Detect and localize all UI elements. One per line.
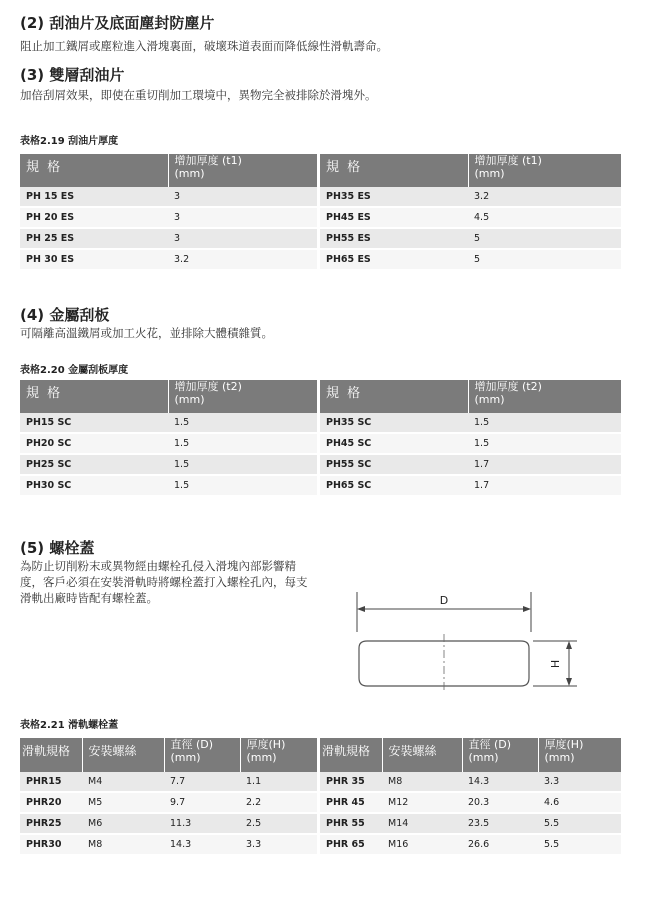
diameter-label: D (439, 594, 449, 607)
spec-cell: PH 25 ES (20, 228, 168, 249)
value-cell: 1.5 (468, 433, 621, 454)
spec-cell: PH 20 ES (20, 207, 168, 228)
header-diameter: 直徑 (D) (mm) (164, 738, 240, 772)
thickness-cell: 3.3 (240, 834, 317, 855)
spec-cell: PH20 SC (20, 433, 168, 454)
diameter-cell: 14.3 (164, 834, 240, 855)
value-cell: 5 (468, 228, 621, 249)
header-thickness: 增加厚度 (t1) (mm) (168, 154, 317, 187)
bolt-cell: M6 (82, 813, 164, 834)
table-row (20, 813, 621, 834)
table-2-20-caption: 表格2.20 金屬刮板厚度 (20, 365, 129, 376)
value-cell: 3 (168, 207, 317, 228)
table-row (20, 207, 621, 228)
value-cell: 3.2 (168, 249, 317, 270)
spec-cell: PH45 SC (320, 433, 468, 454)
spec-cell: PH30 SC (20, 475, 168, 496)
value-cell: 1.7 (468, 475, 621, 496)
table-row (20, 249, 621, 270)
spec-cell: PHR15 (20, 772, 82, 792)
spec-cell: PH 30 ES (20, 249, 168, 270)
value-cell: 3.2 (468, 187, 621, 207)
table-2-19-caption: 表格2.19 刮油片厚度 (20, 136, 119, 147)
section-4-heading: (4) 金屬刮板 (20, 306, 110, 324)
table-2-21 (20, 738, 621, 856)
spec-cell: PH35 ES (320, 187, 468, 207)
spec-cell: PHR25 (20, 813, 82, 834)
value-cell: 5 (468, 249, 621, 270)
spec-cell: PHR 55 (320, 813, 382, 834)
table-row (20, 475, 621, 496)
section-5-text: 為防止切削粉末或異物經由螺栓孔侵入滑塊內部影響精 度，客戶必須在安裝滑軌時將螺栓蓋打入螺栓孔內，每支 滑軌出廠時皆配有螺栓蓋。 (20, 559, 308, 605)
spec-cell: PH65 SC (320, 475, 468, 496)
diameter-cell: 9.7 (164, 792, 240, 813)
header-thickness: 增加厚度 (t1) (mm) (468, 154, 621, 187)
header-bolt: 安裝螺絲 (82, 738, 164, 772)
table-row (20, 187, 621, 207)
height-label: H (549, 659, 562, 669)
spec-cell: PH55 SC (320, 454, 468, 475)
value-cell: 1.5 (168, 454, 317, 475)
bolt-cell: M14 (382, 813, 462, 834)
value-cell: 4.5 (468, 207, 621, 228)
thickness-cell: 5.5 (538, 834, 621, 855)
diameter-cell: 11.3 (164, 813, 240, 834)
thickness-cell: 2.2 (240, 792, 317, 813)
header-spec: 規 格 (320, 380, 468, 413)
header-thickness: 增加厚度 (t2) (mm) (168, 380, 317, 413)
table-row (20, 454, 621, 475)
bolt-cell: M16 (382, 834, 462, 855)
header-thickness: 厚度(H) (mm) (240, 738, 317, 772)
table-2-20 (20, 380, 621, 497)
value-cell: 1.5 (168, 433, 317, 454)
value-cell: 3 (168, 228, 317, 249)
header-thickness: 增加厚度 (t2) (mm) (468, 380, 621, 413)
spec-cell: PHR30 (20, 834, 82, 855)
section-5-heading: (5) 螺栓蓋 (20, 539, 95, 557)
table-row (20, 792, 621, 813)
header-bolt: 安裝螺絲 (382, 738, 462, 772)
header-rail: 滑軌規格 (320, 738, 382, 772)
table-row (20, 772, 621, 792)
table-2-21-caption: 表格2.21 滑軌螺栓蓋 (20, 720, 119, 731)
header-spec: 規 格 (320, 154, 468, 187)
spec-cell: PH35 SC (320, 413, 468, 433)
diameter-cell: 20.3 (462, 792, 538, 813)
spec-cell: PH65 ES (320, 249, 468, 270)
spec-cell: PH15 SC (20, 413, 168, 433)
header-spec: 規 格 (20, 154, 168, 187)
spec-cell: PH55 ES (320, 228, 468, 249)
value-cell: 1.5 (168, 413, 317, 433)
table-row (20, 228, 621, 249)
header-spec: 規 格 (20, 380, 168, 413)
value-cell: 1.5 (468, 413, 621, 433)
bolt-cell: M8 (82, 834, 164, 855)
section-2-text: 阻止加工鐵屑或塵粒進入滑塊裏面，破壞珠道表面而降低線性滑軌壽命。 (20, 39, 388, 53)
thickness-cell: 1.1 (240, 772, 317, 792)
bolt-cell: M12 (382, 792, 462, 813)
bolt-cap-shape (359, 641, 529, 686)
bolt-cell: M5 (82, 792, 164, 813)
thickness-cell: 2.5 (240, 813, 317, 834)
value-cell: 1.7 (468, 454, 621, 475)
spec-cell: PH25 SC (20, 454, 168, 475)
thickness-cell: 4.6 (538, 792, 621, 813)
section-3-text: 加倍刮屑效果，即使在重切削加工環境中，異物完全被排除於滑塊外。 (20, 88, 377, 102)
section-3-heading: (3) 雙層刮油片 (20, 66, 125, 84)
diameter-cell: 26.6 (462, 834, 538, 855)
spec-cell: PHR 65 (320, 834, 382, 855)
thickness-cell: 5.5 (538, 813, 621, 834)
table-row (20, 433, 621, 454)
header-rail: 滑軌規格 (20, 738, 82, 772)
header-thickness: 厚度(H) (mm) (538, 738, 621, 772)
spec-cell: PHR 35 (320, 772, 382, 792)
bolt-cap-diagram (345, 588, 585, 698)
value-cell: 3 (168, 187, 317, 207)
header-diameter: 直徑 (D) (mm) (462, 738, 538, 772)
table-2-19 (20, 154, 621, 271)
table-row (20, 834, 621, 855)
spec-cell: PH45 ES (320, 207, 468, 228)
spec-cell: PHR20 (20, 792, 82, 813)
diameter-cell: 7.7 (164, 772, 240, 792)
bolt-cell: M4 (82, 772, 164, 792)
thickness-cell: 3.3 (538, 772, 621, 792)
table-row (20, 413, 621, 433)
section-2-heading: (2) 刮油片及底面塵封防塵片 (20, 14, 215, 32)
spec-cell: PH 15 ES (20, 187, 168, 207)
section-4-text: 可隔離高溫鐵屑或加工火花，並排除大體積雜質。 (20, 326, 273, 340)
value-cell: 1.5 (168, 475, 317, 496)
bolt-cell: M8 (382, 772, 462, 792)
diameter-cell: 23.5 (462, 813, 538, 834)
spec-cell: PHR 45 (320, 792, 382, 813)
diameter-cell: 14.3 (462, 772, 538, 792)
